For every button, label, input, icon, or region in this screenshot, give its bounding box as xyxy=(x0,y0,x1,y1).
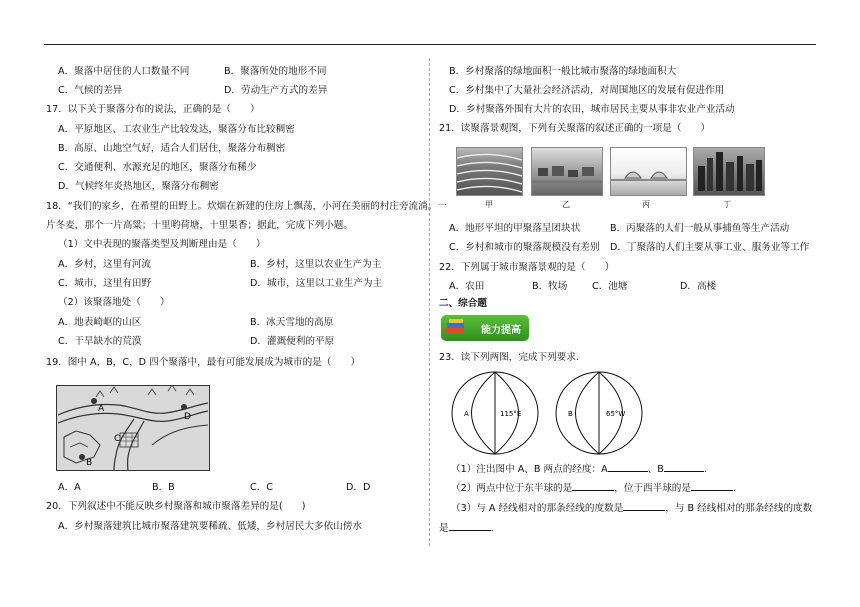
section-heading: 二、综合题 xyxy=(439,298,487,309)
header-rule xyxy=(44,44,816,45)
q23-part3-text-c: 是 xyxy=(439,523,449,534)
q17-option-d: D．气候终年炎热地区，聚落分布稠密 xyxy=(58,181,219,192)
q18-sub2-option-d: D．灌溉便利的平原 xyxy=(250,336,335,347)
q23-part1-text-b: 、B xyxy=(647,464,664,475)
q22-stem: 22．下列属于城市聚落景观的是（ ） xyxy=(439,262,615,273)
q23-part3-cont xyxy=(439,521,494,535)
map-label-d: D xyxy=(184,412,191,422)
q23-part3 xyxy=(451,501,812,515)
map-label-a: A xyxy=(98,404,105,414)
map-label-c: C xyxy=(114,434,121,444)
globe-b-point: B xyxy=(568,410,573,418)
photo-ding-city xyxy=(693,147,765,196)
q23-part1-dot: . xyxy=(703,464,707,475)
q18-sub2-stem: （2）该聚落地处（ ） xyxy=(58,297,170,308)
q18-sub2-option-b: B．冰天雪地的高原 xyxy=(250,317,334,328)
q22-option-b: B．牧场 xyxy=(532,281,568,292)
q19-option-a: A．A xyxy=(58,482,81,493)
q21-option-b: B．丙聚落的人们一般从事捕鱼等生产活动 xyxy=(610,223,790,234)
ability-badge xyxy=(441,315,529,341)
answer-blank-eastern[interactable] xyxy=(572,481,614,491)
q20-stem: 20．下列叙述中不能反映乡村聚落和城市聚落差异的是( ) xyxy=(46,501,306,512)
answer-blank-a-opposite[interactable] xyxy=(623,501,665,511)
q23-part1 xyxy=(451,462,707,476)
q22-option-a: A．农田 xyxy=(449,281,485,292)
q18-stem-line2: 片冬麦，那个一片高粱；十里哟荷塘，十里果香；据此，完成下列小题。 xyxy=(46,220,353,231)
globe-figure-a xyxy=(450,370,540,456)
q19-stem: 19．图中 A，B，C，D 四个聚落中，最有可能发展成为城市的是（ ） xyxy=(46,357,361,368)
q17-option-a: A．平原地区、工农业生产比较发达，聚落分布比较稠密 xyxy=(58,124,295,135)
q23-stem: 23．读下列两图，完成下列要求. xyxy=(439,352,579,363)
photo-jia-terraces xyxy=(456,147,523,196)
photo-bing-yurts xyxy=(610,147,687,196)
q20-option-a: A．乡村聚落建筑比城市聚落建筑要稀疏、低矮，乡村居民大多依山傍水 xyxy=(58,521,362,532)
q18-sub2-option-c: C．干旱缺水的荒漠 xyxy=(58,336,142,347)
q18-sub2-option-a: A．地表崎岖的山区 xyxy=(58,317,142,328)
map-label-b: B xyxy=(86,458,93,468)
globe-b-label: 65°W xyxy=(606,410,626,418)
answer-blank-b-longitude[interactable] xyxy=(664,462,704,472)
q18-sub1-option-c: C．城市，这里有田野 xyxy=(58,278,152,289)
q20-option-c: C．乡村集中了大量社会经济活动，对周围地区的发展有促进作用 xyxy=(449,85,725,96)
q16-option-d: D．劳动生产方式的差异 xyxy=(224,85,328,96)
caption-ding: 丁 xyxy=(723,200,731,209)
globe-a-label: 115°E xyxy=(500,410,522,418)
settlement-map-figure xyxy=(56,385,210,471)
q18-sub1-option-d: D．城市，这里以工业生产为主 xyxy=(250,278,383,289)
q22-option-d: D．高楼 xyxy=(680,281,717,292)
q16-option-c: C．气候的差异 xyxy=(58,85,123,96)
q22-option-c: C．池塘 xyxy=(592,281,628,292)
q18-sub1-option-a: A．乡村，这里有河流 xyxy=(58,259,151,270)
globe-a-point: A xyxy=(464,410,469,418)
q23-part2-text-a: （2）两点中位于东半球的是 xyxy=(451,483,573,494)
q18-stem-line1: 18．“我们的家乡，在希望的田野上。炊烟在新建的住房上飘荡，小河在美丽的村庄旁流淌。一 xyxy=(46,201,447,212)
answer-blank-western[interactable] xyxy=(691,481,733,491)
photo-yi-village xyxy=(531,147,603,196)
q23-part1-text-a: （1）注出图中 A、B 两点的经度：A xyxy=(451,464,608,475)
q20-option-b: B．乡村聚落的绿地面积一般比城市聚落的绿地面积大 xyxy=(449,66,677,77)
q19-option-d: D．D xyxy=(346,482,371,493)
q19-option-c: C．C xyxy=(250,482,273,493)
answer-blank-a-longitude[interactable] xyxy=(608,462,648,472)
q21-stem: 21．读聚落景观图，下列有关聚落的叙述正确的一项是（ ） xyxy=(439,123,711,134)
q23-part3-dot: . xyxy=(490,523,494,534)
caption-bing: 丙 xyxy=(642,200,650,209)
q17-stem: 17．以下关于聚落分布的说法，正确的是（ ） xyxy=(46,104,260,115)
q23-part2-dot: . xyxy=(732,483,737,494)
q18-sub1-stem: （1）文中表现的聚落类型及判断理由是（ ） xyxy=(58,239,266,250)
q18-sub1-option-b: B．乡村，这里以农业生产为主 xyxy=(250,259,382,270)
globe-figure-b xyxy=(554,370,644,456)
book-icon xyxy=(445,318,467,338)
q16-option-b: B．聚落所处的地形不同 xyxy=(224,66,327,77)
q21-option-a: A．地形平坦的甲聚落呈团块状 xyxy=(449,223,581,234)
answer-blank-b-opposite[interactable] xyxy=(449,521,491,531)
q21-option-c: C．乡村和城市的聚落规模没有差别 xyxy=(449,242,600,253)
q17-option-b: B．高原、山地空气好，适合人们居住，聚落分布稠密 xyxy=(58,143,286,154)
column-divider xyxy=(429,58,430,546)
caption-jia: 甲 xyxy=(485,200,493,209)
q20-option-d: D．乡村聚落外围有大片的农田，城市居民主要从事非农业产业活动 xyxy=(449,104,735,115)
caption-yi: 乙 xyxy=(562,200,570,209)
badge-label: 能力提高 xyxy=(481,324,521,336)
q23-part2 xyxy=(451,481,736,495)
q16-option-a: A．聚落中居住的人口数量不同 xyxy=(58,66,190,77)
q19-option-b: B．B xyxy=(152,482,175,493)
q17-option-c: C．交通便利、水源充足的地区，聚落分布稀少 xyxy=(58,162,257,173)
q21-option-d: D．丁聚落的人们主要从事工业、服务业等工作 xyxy=(610,242,810,253)
q23-part3-text-a: （3）与 A 经线相对的那条经线的度数是 xyxy=(451,503,624,514)
q23-part2-text-b: ，位于西半球的是 xyxy=(614,483,691,494)
q23-part3-text-b: ，与 B 经线相对的那条经线的度数 xyxy=(665,503,813,514)
